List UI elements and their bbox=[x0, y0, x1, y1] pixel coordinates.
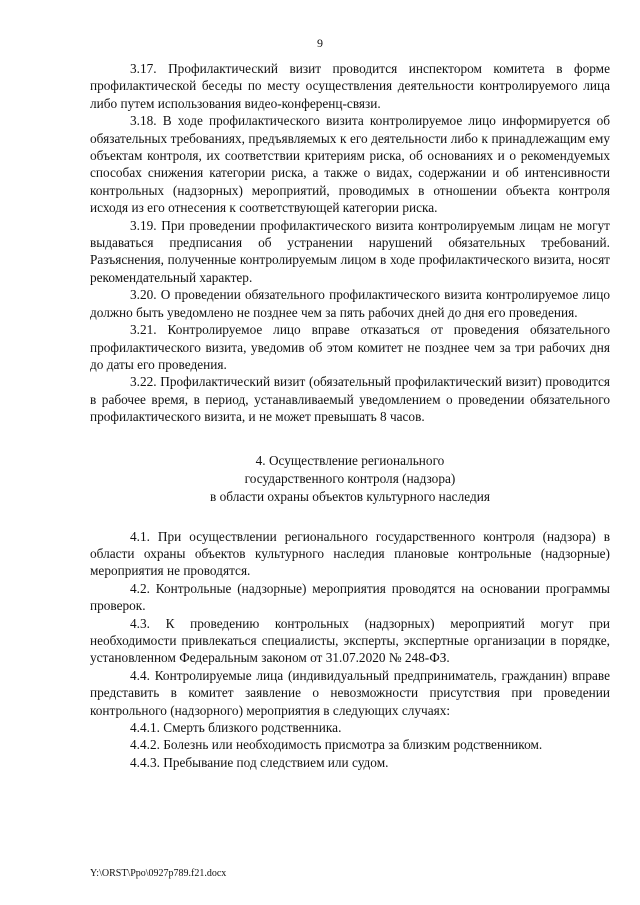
paragraph-3-18: 3.18. В ходе профилактического визита контролируемое лицо информируется об обязательных требованиях, предъявляемых к его деятельности либо к принадлежащим ему объектам контроля, их соответствии критериям риска, об основаниях и о рекомендуемых способах снижения категории риска, а также о видах, содержании и об интенсивности контрольных (надзорных) мероприятий, проводимых в отношении объекта контроля исходя из его отнесения к соответствующей категории риска. bbox=[90, 113, 610, 216]
section-heading bbox=[90, 452, 610, 506]
paragraph-3-20: 3.20. О проведении обязательного профилактического визита контролируемое лицо должно быть уведомлено не позднее чем за пять рабочих дней до дня его проведения. bbox=[90, 287, 610, 320]
section-heading-line-1: 4. Осуществление регионального bbox=[255, 452, 445, 468]
page-number: 9 bbox=[317, 36, 323, 50]
paragraph-3-19: 3.19. При проведении профилактического визита контролируемым лицам не могут выдаваться предписания об устранении нарушений обязательных требований. Разъяснения, полученные контролируемым лицом в ходе профилактического визита, носят рекомендательный характер. bbox=[90, 217, 610, 285]
paragraph-4-4-3: 4.4.3. Пребывание под следствием или судом. bbox=[130, 754, 389, 770]
paragraph-4-4-2: 4.4.2. Болезнь или необходимость присмотра за близким родственником. bbox=[130, 737, 543, 753]
document-body bbox=[90, 60, 610, 771]
paragraph-4-4: 4.4. Контролируемые лица (индивидуальный предприниматель, гражданин) вправе представить в комитет заявление о невозможности присутствия при проведении контрольного (надзорного) мероприятия в следующих случаях: bbox=[90, 667, 610, 718]
paragraph-3-17: 3.17. Профилактический визит проводится инспектором комитета в форме профилактической беседы по месту осуществления деятельности контролируемого лица либо путем использования видео-конференц-связи. bbox=[90, 61, 610, 111]
paragraph-3-21: 3.21. Контролируемое лицо вправе отказаться от проведения обязательного профилактического визита, уведомив об этом комитет не позднее чем за три рабочих дня до даты его проведения. bbox=[90, 322, 610, 372]
footer-file-path: Y:\ORST\Ppo\0927p789.f21.docx bbox=[90, 868, 227, 879]
paragraph-4-4-1: 4.4.1. Смерть близкого родственника. bbox=[130, 720, 342, 735]
paragraph-4-3: 4.3. К проведению контрольных (надзорных) мероприятий могут при необходимости привлекаться специалисты, эксперты, экспертные организации в порядке, установленном Федеральным законом от 31.07.2020 № 248-ФЗ. bbox=[90, 615, 610, 666]
paragraph-4-2: 4.2. Контрольные (надзорные) мероприятия проводятся на основании программы проверок. bbox=[90, 580, 610, 614]
section-heading-line-2: государственного контроля (надзора) bbox=[244, 470, 456, 486]
paragraph-4-1: 4.1. При осуществлении регионального государственного контроля (надзора) в области охраны объектов культурного наследия плановые контрольные (надзорные) мероприятия не проводятся. bbox=[90, 528, 610, 579]
paragraph-3-22: 3.22. Профилактический визит (обязательный профилактический визит) проводится в рабочее время, в период, устанавливаемый уведомлением о проведении обязательного профилактического визита, и не может превышать 8 часов. bbox=[90, 374, 610, 425]
section-heading-line-3: в области охраны объектов культурного наследия bbox=[210, 488, 490, 504]
